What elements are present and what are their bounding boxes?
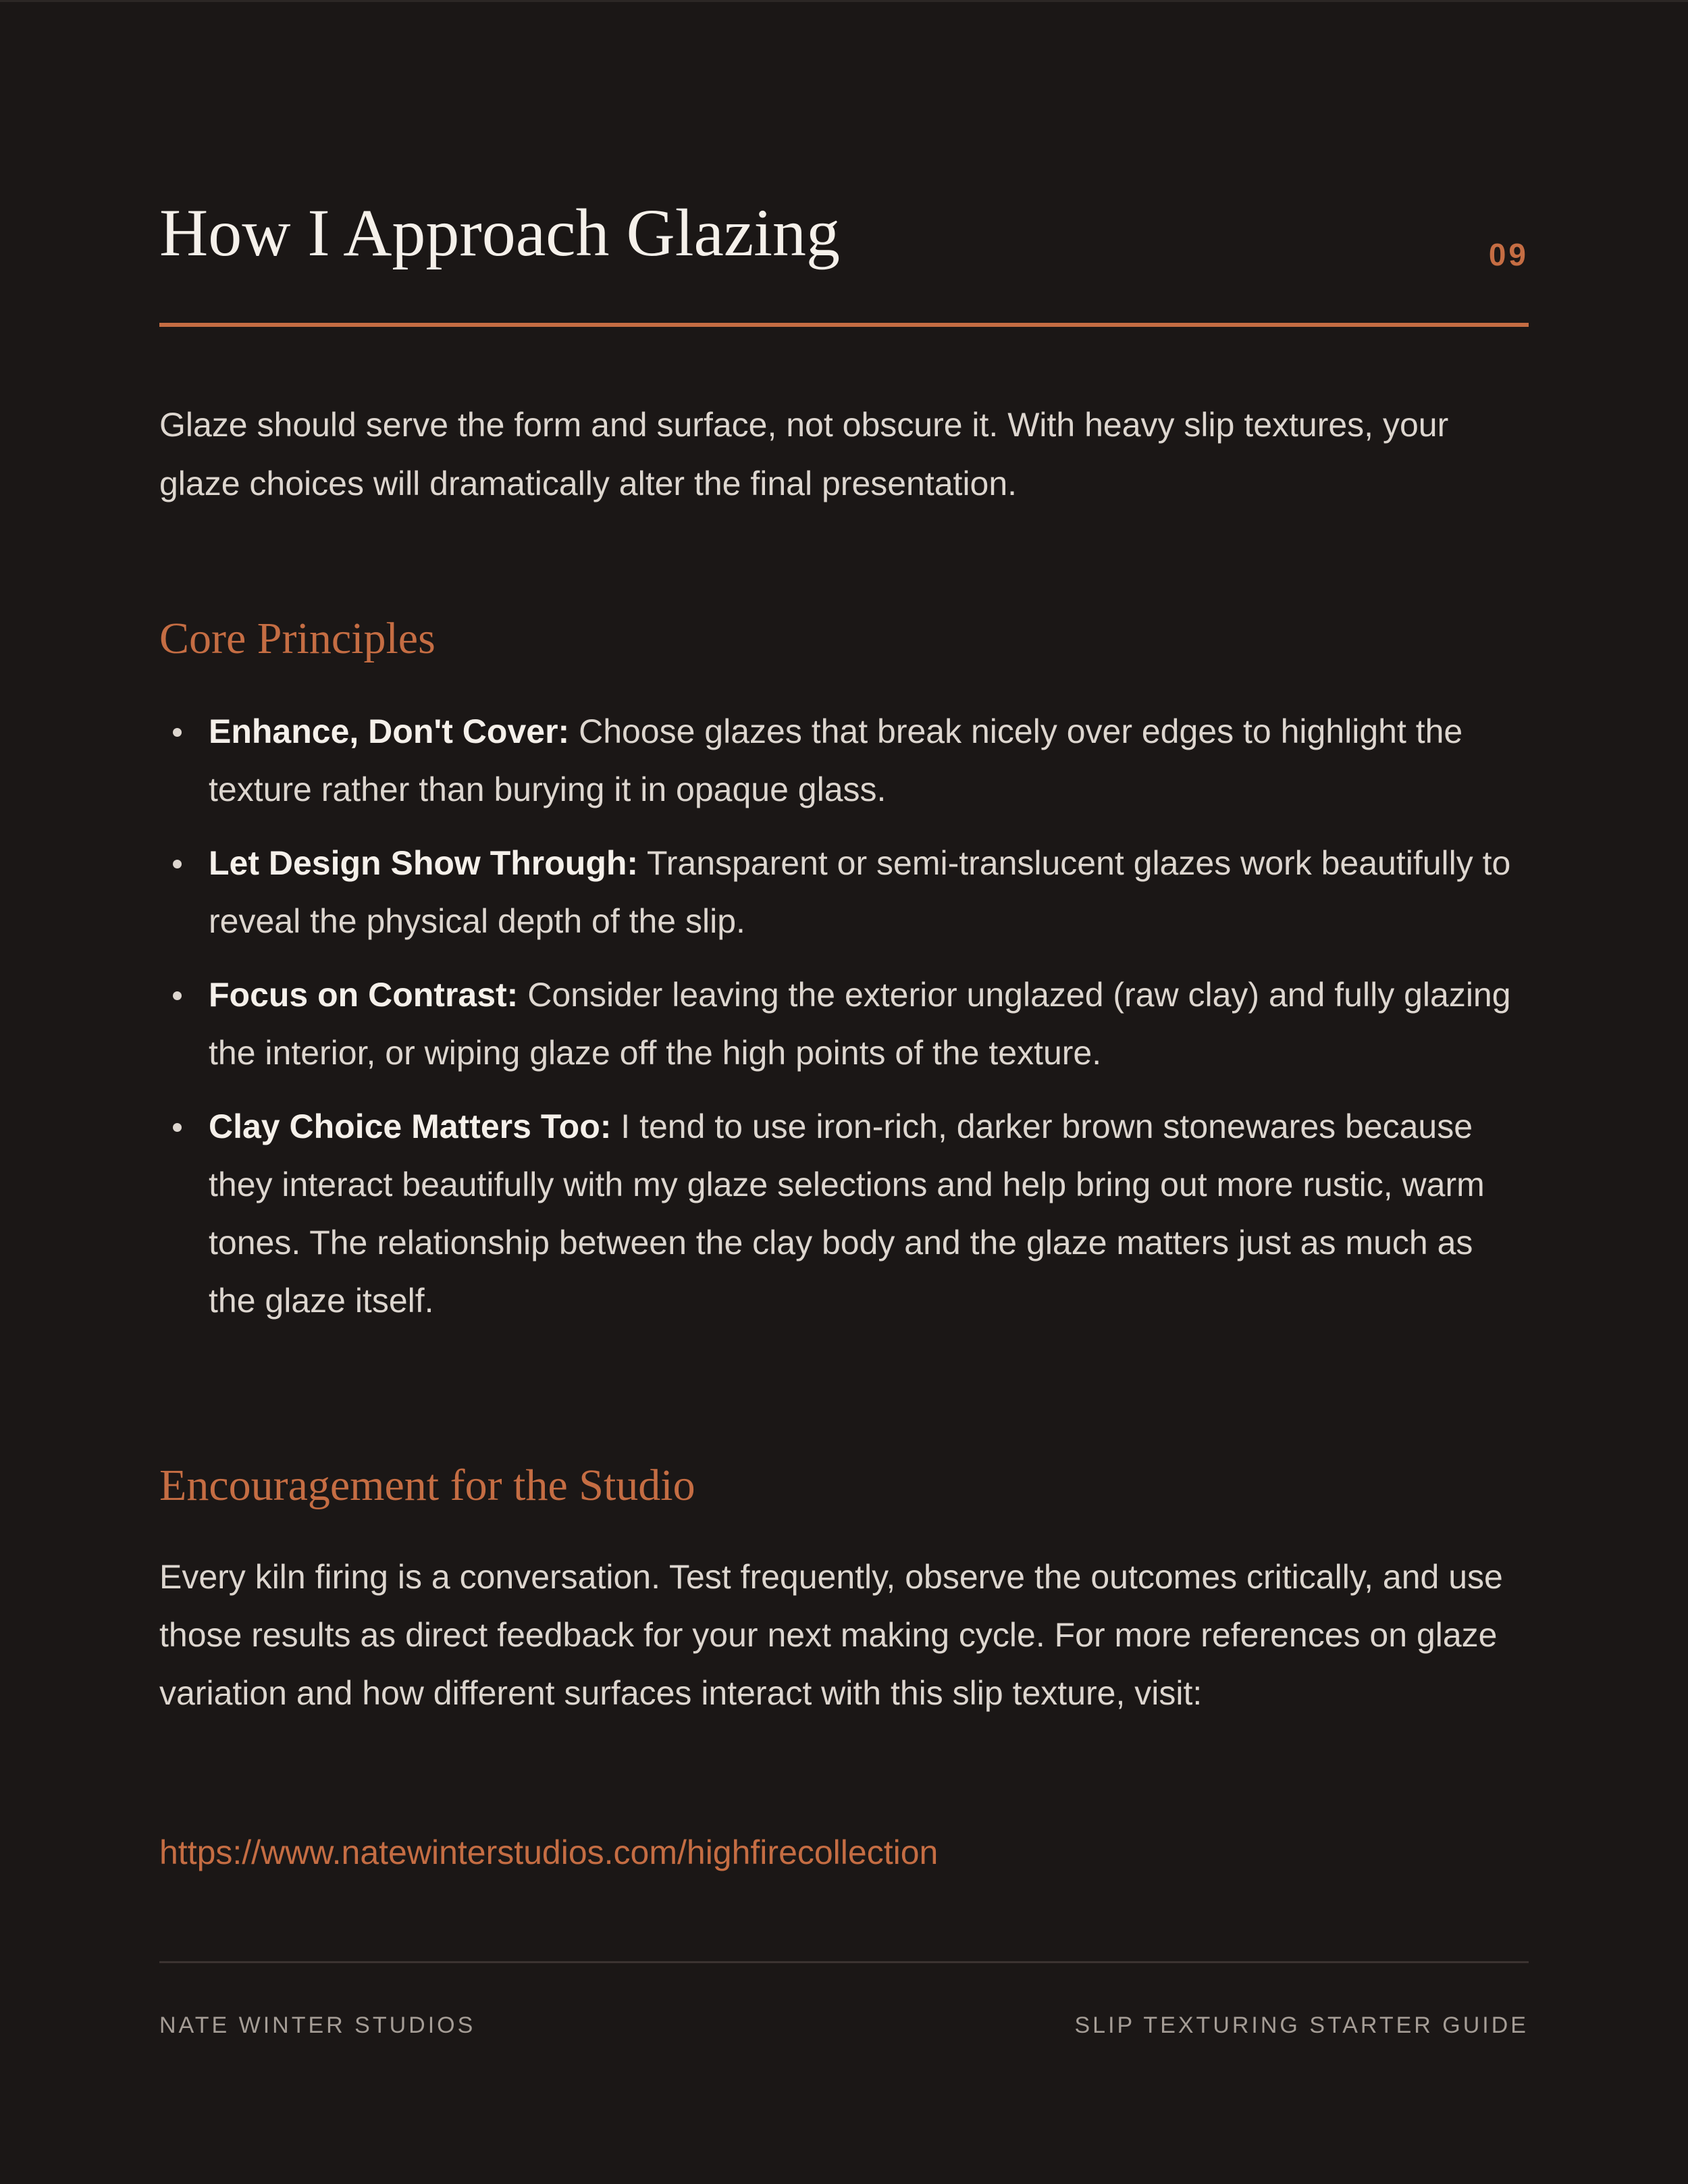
principle-item-contrast bbox=[159, 966, 1529, 1082]
footer-rule bbox=[159, 1961, 1529, 1963]
principle-text: Transparent or semi-translucent glazes work beautifully to reveal the physical depth of the slip. bbox=[209, 844, 1511, 940]
principle-term: Enhance, Don't Cover: bbox=[209, 712, 570, 750]
intro-paragraph: Glaze should serve the form and surface, not obscure it. With heavy slip textures, your glaze choices will dramatically alter the final presentation. bbox=[159, 406, 1449, 502]
principle-item-design bbox=[159, 834, 1529, 950]
page-title: How I Approach Glazing bbox=[159, 195, 841, 270]
principle-item-clay bbox=[159, 1097, 1529, 1330]
principle-text: Choose glazes that break nicely over edges to highlight the texture rather than burying it in opaque glass. bbox=[209, 712, 1463, 808]
principle-text: I tend to use iron-rich, darker brown stonewares because they interact beautifully with my glaze selections and help bring out more rustic, warm tones. The relationship between the clay body and the glaze matters just as much as the glaze itself. bbox=[209, 1108, 1485, 1320]
principle-item-enhance bbox=[159, 702, 1529, 818]
encouragement-heading: Encouragement for the Studio bbox=[159, 1461, 695, 1510]
header-rule bbox=[159, 323, 1529, 327]
bullet-icon bbox=[173, 860, 182, 868]
principle-term: Let Design Show Through: bbox=[209, 844, 639, 882]
bullet-icon bbox=[173, 1123, 182, 1132]
encouragement-paragraph: Every kiln firing is a conversation. Test frequently, observe the outcomes critically, and use those results as direct feedback for your next making cycle. For more references on glaze variation and how different surfaces interact with this slip texture, visit: bbox=[159, 1558, 1503, 1712]
collection-link[interactable]: https://www.natewinterstudios.com/highfirecollection bbox=[159, 1834, 939, 1871]
principle-term: Clay Choice Matters Too: bbox=[209, 1108, 612, 1145]
core-principles-list bbox=[159, 702, 1529, 1345]
top-edge-divider bbox=[0, 0, 1688, 2]
page-number: 09 bbox=[1488, 237, 1529, 272]
footer-studio-name: NATE WINTER STUDIOS bbox=[159, 2012, 476, 2038]
bullet-icon bbox=[173, 991, 182, 1000]
core-principles-heading: Core Principles bbox=[159, 614, 436, 663]
page-header bbox=[159, 189, 1529, 277]
principle-term: Focus on Contrast: bbox=[209, 976, 519, 1014]
principle-text: Consider leaving the exterior unglazed (raw clay) and fully glazing the interior, or wiping glaze off the high points of the texture. bbox=[209, 976, 1511, 1072]
bullet-icon bbox=[173, 728, 182, 737]
footer-guide-title: SLIP TEXTURING STARTER GUIDE bbox=[1074, 2012, 1529, 2038]
